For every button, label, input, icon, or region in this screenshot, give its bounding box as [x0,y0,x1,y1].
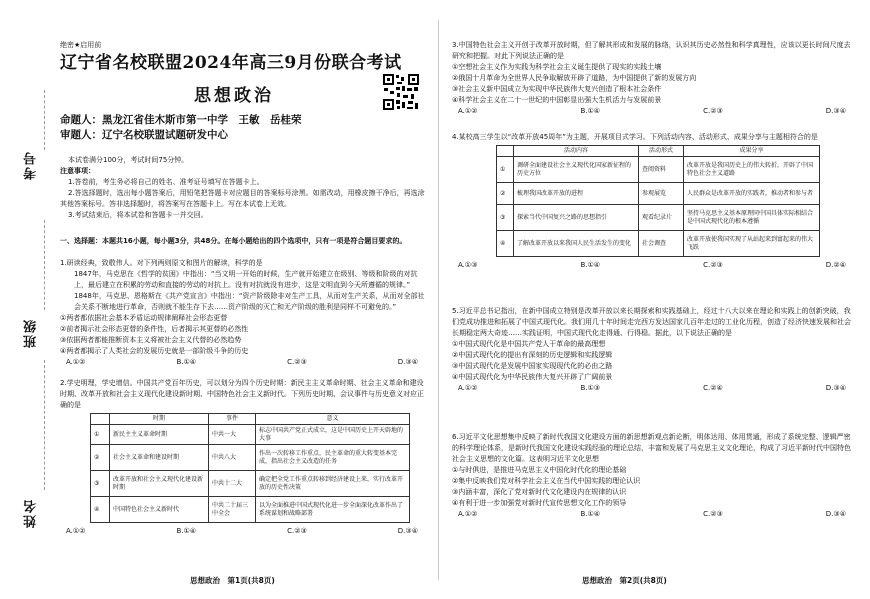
table-cell: 作出一次转移工作重点，民主革命的重大转变基本完成，指出社会主义改造的任务 [256,445,410,471]
column-divider [438,20,439,580]
table-row [497,157,820,183]
question-6 [452,432,856,520]
table-cell: 确定把全党工作重点转移到经济建设上来，实行改革开放的历史性决策 [256,471,410,497]
choice[interactable]: D.③④ [825,510,846,518]
page-footer: 思想政治 第2页(共8页) [582,576,667,585]
table-cell: 中共一大 [209,425,256,445]
class-label: 班级 [24,318,39,348]
table-cell: ① [497,157,514,183]
q3-stem: 3.中国特色社会主义开创于改革开放时期，但了解其形成和发展的脉络，认识其历史必然性和科学真理性，应该以更长时间尺度去研究和把握。对此下列说法正确的是 [452,41,851,60]
table-cell: 中共八大 [209,445,256,471]
table-cell: 中共十二大 [209,471,256,497]
q1-choices [60,357,428,368]
exam-title: 辽宁省名校联盟2024年高三9月份联合考试 [60,53,402,73]
table-header: 活动形式 [639,146,684,157]
table-cell: 社会主义革命和建设时期 [110,445,209,471]
table-header: 活动内容 [514,146,639,157]
write-line [44,220,45,310]
q4-stem: 4.某校高三学生以“改革开放45周年”为主题，开展项目式学习。下列活动内容、活动形式、成果分享与主题相符合的是 [452,133,818,141]
table-cell: 改革开放使我国实现了从站起来到富起来的伟大飞跃 [684,231,820,257]
table-header: 意义 [256,414,410,425]
table-cell: ① [91,425,110,445]
table-cell: 了解改革开放以来我国人民生活发生的变化 [514,231,639,257]
choice[interactable]: C.②③ [703,261,723,269]
binding-margin [0,0,56,599]
choice[interactable]: C.②④ [703,384,723,392]
table-cell: ② [497,183,514,205]
question-5 [452,306,856,394]
q4-choices [452,260,856,271]
choice[interactable]: B.①④ [176,358,197,366]
q6-option: ②集中反映我们党对科学社会主义在当代中国实践的理论认识 [452,477,641,485]
table-row [497,231,820,257]
choice[interactable]: A.①③ [458,261,478,269]
right-column [452,0,856,599]
q5-stem: 5.习近平总书记指出，在新中国成立特别是改革开放以来长期探索和实践基础上，经过十八大以来在理论和实践上的创新突破，我们党成功推进和拓展了中国式现代化。我们用几十年时间走完西方发达国家几百年走过的工业化历程，创造了经济快速发展和社会长期稳定两大奇迹……实践证明，中国式现代化走得通、行得稳。据此，以下说法正确的是 [452,307,851,337]
table-row [91,425,410,445]
table-cell: 观看纪录片 [639,205,684,231]
write-line [44,90,45,150]
question-1 [60,258,428,368]
q4-table [496,145,820,257]
name-label: 姓名 [24,498,39,528]
table-header-row [497,146,820,157]
q2-choices [60,526,428,537]
question-2 [60,378,428,537]
section-heading-text: 一、选择题：本题共16小题，每小题3分，共48分。在每小题给出的四个选项中，只有一项是符合题目要求的。 [60,237,407,245]
table-header: 时期 [110,414,209,425]
confidential-mark: 绝密★启用前 [60,41,102,49]
table-cell: 中共二十届三中全会 [209,497,256,523]
question-3 [452,40,856,117]
q3-option: ①空想社会主义作为实践为科学社会主义诞生提供了现实的实践土壤 [452,63,662,71]
table-header [497,146,514,157]
q6-option: ①与时俱进，是推进马克思主义中国化时代化的理论基础 [452,466,627,474]
q2-table [90,413,410,523]
choice[interactable]: A.①② [458,384,478,392]
table-cell: 调研全面建设社会主义现代化国家新征程的历史方位 [514,157,639,183]
table-cell: 新民主主义革命时期 [110,425,209,445]
q6-option: ④有利于进一步加强党对新时代宣传思想文化工作的领导 [452,499,627,507]
q1-option: ④两者都揭示了人类社会的发展历史就是一部阶级斗争的历史 [60,347,249,355]
q6-choices [452,509,856,520]
instructions-heading: 注意事项： [60,167,95,175]
choice[interactable]: B.①④ [580,107,601,115]
q2-stem: 2.学史明理，学史增信。中国共产党百年历史，可以划分为四个历史时期：新民主主义革命时期、社会主义革命和建设时期、改革开放和社会主义现代化建设新时期、中国特色社会主义新时代。下列历史时期、会议事件与历史意义对应正确的是 [60,379,424,409]
table-cell: 人民群众是改革开放的实践者，推动者和参与者 [684,183,820,205]
q1-stem: 1.研读经典，致敬伟人。对下列两则原文和图片的解读，科学的是 [60,259,263,267]
choice[interactable]: A.①② [458,510,478,518]
table-cell: ④ [91,497,110,523]
choice[interactable]: A.①② [458,107,478,115]
choice[interactable]: B.①④ [176,527,197,535]
table-cell: 以为全面推进中国式现代化进一步全面深化改革作出了系统谋划和战略部署 [256,497,410,523]
instruction-item: 1.答卷前，考生务必将自己的姓名、准考证号填写在答题卡上。 [68,178,264,186]
table-cell: 社会调查 [639,231,684,257]
choice[interactable]: D.②④ [825,261,846,269]
q5-choices [452,383,856,394]
choice[interactable]: C.②③ [287,527,307,535]
table-cell: 坚持马克思主义基本原理同中国具体实际相结合是中国式现代化的根本遵循 [684,205,820,231]
choice[interactable]: C.②③ [287,358,307,366]
section-heading [60,236,428,247]
table-cell: 改革开放和社会主义现代化建设新时期 [110,471,209,497]
table-row [91,471,410,497]
choice[interactable]: C.②③ [703,107,723,115]
q1-option: ③依据两者都能推断资本主义将被社会主义代替的必然趋势 [60,336,242,344]
instructions [60,155,428,221]
table-cell: ③ [91,471,110,497]
q5-option: ①中国式现代化是中国共产党人干革命的最高理想 [452,340,606,348]
choice[interactable]: D.③④ [825,107,846,115]
left-column [60,0,428,599]
q5-option: ②中国式现代化的提出有深刻的历史逻辑和实践逻辑 [452,351,613,359]
table-header-row [91,414,410,425]
table-cell: 改革开放是我国历史上的伟大转折，开辟了中国特色社会主义道路 [684,157,820,183]
table-cell: ③ [497,205,514,231]
table-cell: 中国特色社会主义新时代 [110,497,209,523]
choice[interactable]: B.①③ [580,384,601,392]
table-cell: ② [91,445,110,471]
setter-line: 命题人：黑龙江省佳木斯市第一中学 王敏 岳桂荣 [60,114,302,126]
q5-option: ③中国式现代化是发展中国家实现现代化的必由之路 [452,362,613,370]
table-cell: ④ [497,231,514,257]
q1-option: ②前者揭示社会形态更替的条件性，后者揭示其更替的必然性 [60,325,249,333]
instruction-item: 3.考试结束后，将本试卷和答题卡一并交回。 [68,211,208,219]
q3-option: ③社会主义新中国成立为实现中华民族伟大复兴创造了根本社会条件 [452,85,662,93]
q5-option: ④中国式现代化为中华民族伟大复兴开辟了广阔前景 [452,373,613,381]
table-cell: 梳理我国改革开放的进程 [514,183,639,205]
table-header [91,414,110,425]
reviewer-line: 审题人：辽宁名校联盟试题研发中心 [60,129,228,141]
table-cell: 探索当代中国复兴之路的思想指引 [514,205,639,231]
page-footer: 思想政治 第1页(共8页) [190,576,275,585]
q1-option: ①两者都依据社会基本矛盾运动规律阐释社会形态更替 [60,314,228,322]
q3-choices [452,106,856,117]
choice[interactable]: B.①④ [580,261,601,269]
choice[interactable]: A.①② [66,358,86,366]
q1-quote: 1848年，马克思、恩格斯在《共产党宣言》中指出：“资产阶级除非对生产工具，从而对生产关系，从而对全部社会关系不断地进行革命，否则就不能生存下去……资产阶级的灭亡和无产阶级的胜利是同样不可避免的。” [74,292,425,311]
table-row [497,205,820,231]
q6-option: ③内涵丰富，深化了党对新时代文化建设内在规律的认识 [452,488,627,496]
table-row [91,445,410,471]
q3-option: ④科学社会主义在二十一世纪的中国彰显出强大生机活力与发展前景 [452,96,662,104]
table-cell: 标志中国共产党正式成立，这是中国历史上开天辟地的大事 [256,425,410,445]
choice[interactable]: D.③④ [397,358,418,366]
choice[interactable]: B.①④ [580,510,601,518]
instruction-item: 2.答选择题时，选出每小题答案后，用铅笔把答题卡对应题目的答案标号涂黑。如需改动，用橡皮擦干净后，再选涂其他答案标号。答非选择题时，将答案写在答题卡上。写在本试卷上无效。 [60,189,425,208]
choice[interactable]: D.③④ [825,384,846,392]
subject-title: 思想政治 [194,86,274,106]
table-row [497,183,820,205]
score-time: 本试卷满分100分，考试时间75分钟。 [68,156,189,164]
qr-code-icon [382,73,420,111]
write-line [44,360,45,490]
exam-number-label: 考号 [24,150,39,180]
choice[interactable]: D.③④ [397,527,418,535]
table-header: 事件 [209,414,256,425]
choice[interactable]: C.②③ [703,510,723,518]
choice[interactable]: A.①② [66,527,86,535]
q6-stem: 6.习近平文化思想集中反映了新时代我国文化建设方面的新思想新观点新论断，明体达用、体用贯通，形成了系统完整、逻辑严密的科学理论体系，是新时代我国文化建设实践经验的理论总结，丰富和发展了马克思主义文化理论，构成了习近平新时代中国特色社会主义思想的文化篇。这表明习近平文化思想 [452,433,851,463]
table-cell: 参观展览 [639,183,684,205]
table-header: 成果分享 [684,146,820,157]
table-row [91,497,410,523]
table-cell: 查阅资料 [639,157,684,183]
q3-option: ②俄国十月革命为全世界人民争取解放开辟了道路，为中国提供了新的发展方向 [452,74,697,82]
q1-quote: 1847年，马克思在《哲学的贫困》中指出：“当文明一开始的时候，生产就开始建立在级别、等级和阶级的对抗上，最后建立在积累的劳动和直接的劳动的对抗上。没有对抗就没有进步，这是文明直到今天所遵循的规律。” [74,270,418,289]
question-4 [452,132,856,271]
